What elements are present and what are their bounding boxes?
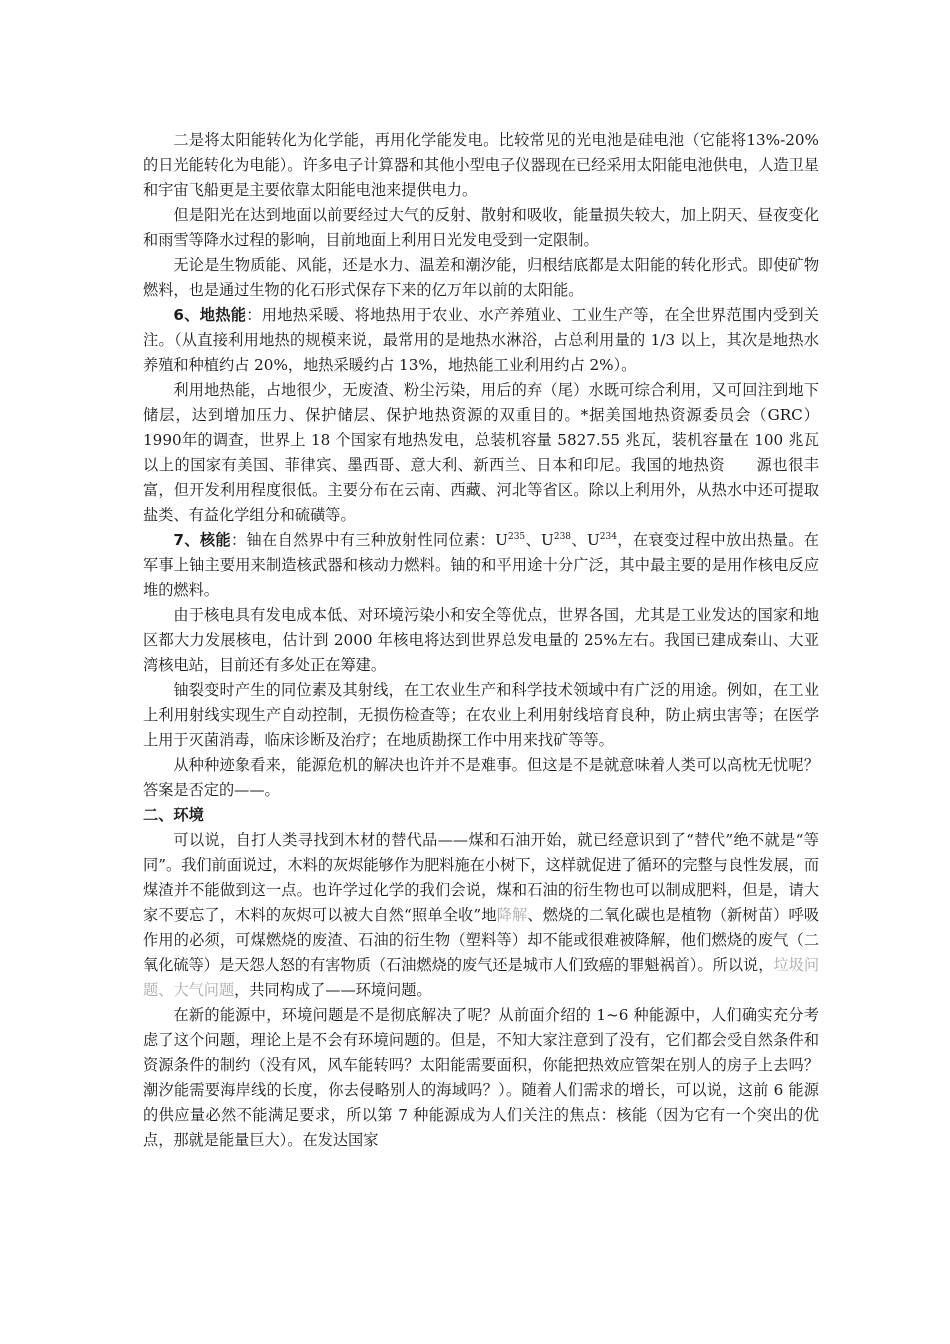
environment-text-c: ，共同构成了——环境问题。 xyxy=(234,981,432,999)
heading-environment: 二、环境 xyxy=(143,806,204,824)
paragraph-solar-origin: 无论是生物质能、风能，还是水力、温差和潮汐能，归根结底都是太阳能的转化形式。即使矿物燃料，也是通过生物的化石形式保存下来的亿万年以前的太阳能。 xyxy=(143,256,819,299)
paragraph-nuclear-power: 由于核电具有发电成本低、对环境污染小和安全等优点，世界各国，尤其是工业发达的国家和地区都大力发展核电，估计到 2000 年核电将达到世界总发电量的 25%左右。我国已建成秦山、大亚湾核电站，目前还有多处正在筹建。 xyxy=(143,606,819,674)
nuclear-text-d: ，在衰变过程中放出热量。在军事上铀主要用来制造核武器和核动力燃料。铀的和平用途十分广泛，其中最主要的是用作核电反应堆的燃料。 xyxy=(143,531,819,599)
paragraph-nuclear xyxy=(143,528,819,603)
isotope-235: 235 xyxy=(507,531,526,542)
geothermal-text: ：用地热采暖、将地热用于农业、水产养殖业、工业生产等，在全世界范围内受到关注。（从直接利用地热的规模来说，最常用的是地热水淋浴，占总利用量的 1/3 以上，其次是地热水养殖和种植约占 20%，地热采暖约占 13%，地热能工业利用约占 2%）。 xyxy=(143,306,819,374)
isotope-234: 234 xyxy=(599,531,617,542)
environment-text-b: 、燃烧的二氧化碳也是植物（新树苗）呼吸作用的必须，可煤燃烧的废渣、石油的衍生物（塑料等）却不能或很难被降解，他们燃烧的废气（二氧化硫等）是天怨人怒的有害物质（石油燃烧的废气还是城市人们致癌的罪魁祸首）。所以说， xyxy=(143,906,820,974)
paragraph-new-energy-environment: 在新的能源中，环境问题是不是彻底解决了呢？从前面介绍的 1~6 种能源中，人们确实充分考虑了这个问题，理论上是不会有环境问题的。但是，不知大家注意到了没有，它们都会受自然条件和资源条件的制约（没有风，风车能转吗？太阳能需要面积，你能把热效应管架在别人的房子上去吗？潮汐能需要海岸线的长度，你去侵略别人的海域吗？）。随着人们需求的增长，可以说，这前 6 能源的供应量必然不能满足要求，所以第 7 种能源成为人们关注的焦点：核能（因为它有一个突出的优点，那就是能量巨大）。在发达国家 xyxy=(143,1006,819,1149)
environment-faint-degradation: 降解 xyxy=(496,906,528,924)
nuclear-text-a: ：铀在自然界中有三种放射性同位素：U xyxy=(230,531,508,549)
paragraph-geothermal-use: 利用地热能，占地很少，无废渣、粉尘污染，用后的弃（尾）水既可综合利用，又可回注到地下储层，达到增加压力、保护储层、保护地热资源的双重目的。*据美国地热资源委员会（GRC） 1990年的调查，世界上 18 个国家有地热发电，总装机容量 5827.55 兆瓦，装机容量在 100 兆瓦以上的国家有美国、菲律宾、墨西哥、意大利、新西兰、日本和印尼。我国的地热资 源也很丰富，但开发利用程度很低。主要分布在云南、西藏、河北等省区。除以上利用外，从热水中还可提取盐类、有益化学组分和硫磺等。 xyxy=(143,381,819,524)
isotope-238: 238 xyxy=(553,531,572,542)
heading-nuclear: 7、核能 xyxy=(173,531,231,549)
heading-geothermal: 6、地热能 xyxy=(173,306,247,324)
paragraph-geothermal xyxy=(143,303,819,378)
paragraph-solar-chemical: 二是将太阳能转化为化学能，再用化学能发电。比较常见的光电池是硅电池（它能将13%-20%的日光能转化为电能）。许多电子计算器和其他小型电子仪器现在已经采用太阳能电池供电，人造卫星和宇宙飞船更是主要依靠太阳能电池来提供电力。 xyxy=(143,131,819,199)
paragraph-energy-crisis: 从种种迹象看来，能源危机的解决也许并不是难事。但这是不是就意味着人类可以高枕无忧呢？答案是否定的——。 xyxy=(143,756,819,799)
nuclear-text-c: 、U xyxy=(571,531,600,549)
paragraph-environment xyxy=(143,828,819,1003)
nuclear-text-b: 、U xyxy=(525,531,554,549)
paragraph-nuclear-isotopes: 铀裂变时产生的同位素及其射线，在工农业生产和科学技术领域中有广泛的用途。例如，在工业上利用射线实现生产自动控制，无损伤检查等；在农业上利用射线培育良种，防止病虫害等；在医学上用于灭菌消毒，临床诊断及治疗；在地质勘探工作中用来找矿等等。 xyxy=(143,681,819,749)
paragraph-solar-limits: 但是阳光在达到地面以前要经过大气的反射、散射和吸收，能量损失较大，加上阴天、昼夜变化和雨雪等降水过程的影响，目前地面上利用日光发电受到一定限制。 xyxy=(143,206,819,249)
environment-faint-problems: 垃圾问题、大气问题 xyxy=(143,956,820,999)
document-page xyxy=(143,128,819,1153)
environment-text-a: 可以说，自打人类寻找到木材的替代品——煤和石油开始，就已经意识到了“替代”绝不就是“等同”。我们前面说过，木料的灰烬能够作为肥料施在小树下，这样就促进了循环的完整与良性发展，而煤渣并不能做到这一点。也许学过化学的我们会说，煤和石油的衍生物也可以制成肥料，但是，请大家不要忘了，木料的灰烬可以被大自然“照单全收”地 xyxy=(143,831,820,924)
